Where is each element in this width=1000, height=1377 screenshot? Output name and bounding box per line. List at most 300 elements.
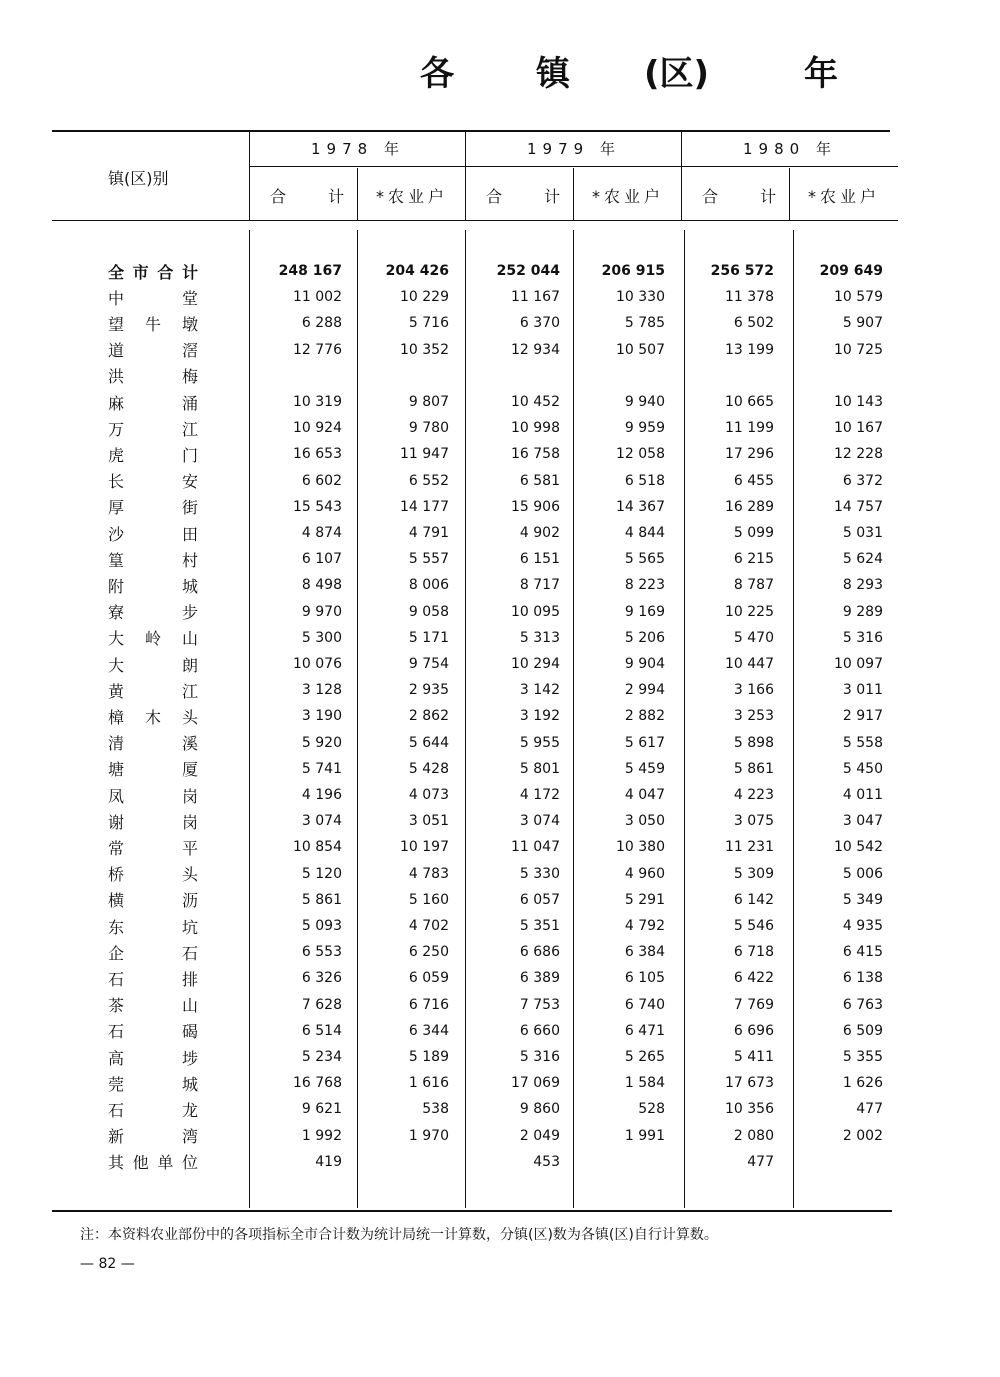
value-cell: 204 426 — [385, 263, 449, 279]
table-row — [0, 546, 1000, 572]
value-cell: 10 854 — [293, 839, 342, 856]
value-cell: 10 507 — [616, 341, 665, 358]
region-name: 附 城 — [108, 576, 198, 596]
region-name: 清 溪 — [108, 734, 198, 754]
region-name: 石 龙 — [108, 1100, 198, 1120]
value-cell: 10 225 — [725, 603, 774, 620]
value-cell: 5 349 — [842, 891, 883, 908]
value-cell: 1 970 — [408, 1127, 449, 1144]
value-cell: 3 050 — [624, 813, 665, 830]
value-cell: 4 960 — [624, 865, 665, 882]
value-cell: 12 228 — [834, 446, 883, 463]
value-cell: 5 351 — [519, 918, 560, 934]
value-cell: 5 265 — [624, 1049, 665, 1065]
table-row — [0, 992, 1000, 1018]
value-cell: 8 293 — [842, 577, 883, 594]
table-row — [0, 520, 1000, 546]
value-cell: 9 807 — [408, 394, 449, 410]
value-cell: 5 313 — [519, 629, 560, 646]
value-cell: 4 792 — [624, 918, 665, 934]
value-cell: 6 057 — [519, 891, 560, 908]
value-cell: 11 002 — [293, 289, 342, 306]
table-row — [0, 834, 1000, 860]
value-cell: 10 167 — [834, 420, 883, 437]
value-cell: 6 250 — [408, 944, 449, 961]
region-name: 石 碣 — [108, 1022, 198, 1042]
value-cell: 6 151 — [519, 551, 560, 568]
value-cell: 3 128 — [301, 682, 342, 699]
region-name: 横 沥 — [108, 891, 198, 911]
value-cell: 9 904 — [624, 656, 665, 672]
value-cell: 5 450 — [842, 760, 883, 777]
total-subheader: 合 计 — [486, 187, 561, 206]
value-cell: 4 791 — [408, 525, 449, 541]
value-cell: 3 074 — [519, 813, 560, 830]
value-cell: 16 758 — [511, 446, 560, 463]
value-cell: 5 955 — [519, 734, 560, 751]
value-cell: 10 579 — [834, 289, 883, 306]
value-cell — [783, 1149, 883, 1175]
value-cell: 5 558 — [842, 734, 883, 751]
value-cell: 16 768 — [293, 1075, 342, 1092]
value-cell: 477 — [856, 1101, 883, 1118]
region-name: 高 埗 — [108, 1048, 198, 1068]
value-cell: 1 616 — [408, 1075, 449, 1092]
value-cell: 9 780 — [408, 420, 449, 437]
value-cell: 6 105 — [624, 970, 665, 987]
table-top-rule — [52, 130, 890, 132]
year-header-1979: 1979 年 — [527, 140, 621, 158]
value-cell — [565, 363, 665, 389]
region-name: 万 江 — [108, 419, 198, 439]
region-name: 其 他 单 位 — [108, 1153, 198, 1173]
region-name: 寮 步 — [108, 603, 198, 623]
value-cell: 17 296 — [725, 446, 774, 463]
value-cell: 11 047 — [511, 839, 560, 856]
value-cell: 4 223 — [733, 787, 774, 803]
value-cell: 9 860 — [519, 1101, 560, 1118]
value-cell: 9 754 — [408, 656, 449, 672]
table-row — [0, 756, 1000, 782]
value-cell: 5 617 — [624, 734, 665, 751]
value-cell: 9 970 — [301, 603, 342, 620]
value-cell: 7 769 — [733, 996, 774, 1013]
value-cell: 5 309 — [733, 865, 774, 882]
value-cell: 14 757 — [834, 498, 883, 515]
value-cell: 6 370 — [519, 315, 560, 332]
region-name: 茶 山 — [108, 996, 198, 1016]
value-cell: 5 861 — [733, 760, 774, 777]
value-cell: 256 572 — [710, 263, 774, 279]
value-cell: 5 470 — [733, 629, 774, 646]
region-name: 麻 涌 — [108, 393, 198, 413]
region-name: 中 堂 — [108, 288, 198, 308]
value-cell: 7 628 — [301, 996, 342, 1013]
value-cell: 6 718 — [733, 944, 774, 961]
value-cell: 16 289 — [725, 498, 774, 515]
table-bottom-rule — [52, 1210, 892, 1212]
value-cell: 6 552 — [408, 472, 449, 489]
value-cell: 6 716 — [408, 996, 449, 1013]
value-cell — [242, 363, 342, 389]
value-cell: 2 882 — [624, 708, 665, 725]
value-cell: 2 002 — [842, 1127, 883, 1144]
title-char: 镇 — [536, 54, 570, 94]
value-cell: 6 502 — [733, 315, 774, 332]
value-cell: 6 344 — [408, 1022, 449, 1039]
farm-subheader: *农业户 — [375, 187, 448, 206]
region-name: 石 排 — [108, 969, 198, 989]
farm-subheader: *农业户 — [591, 187, 664, 206]
value-cell: 10 197 — [400, 839, 449, 856]
table-row — [0, 1018, 1000, 1044]
value-cell: 11 947 — [400, 446, 449, 463]
value-cell: 6 602 — [301, 472, 342, 489]
value-cell: 5 801 — [519, 760, 560, 777]
value-cell: 6 142 — [733, 891, 774, 908]
value-cell: 4 874 — [301, 525, 342, 541]
region-name: 企 石 — [108, 943, 198, 963]
value-cell: 9 058 — [408, 603, 449, 620]
table-row — [0, 284, 1000, 310]
value-cell: 3 074 — [301, 813, 342, 830]
value-cell: 6 518 — [624, 472, 665, 489]
value-cell: 10 725 — [834, 341, 883, 358]
value-cell: 6 509 — [842, 1022, 883, 1039]
region-name: 莞 城 — [108, 1074, 198, 1094]
value-cell: 5 006 — [842, 865, 883, 882]
value-cell: 209 649 — [819, 263, 883, 279]
table-row — [0, 808, 1000, 834]
value-cell: 5 099 — [733, 525, 774, 541]
region-name: 常 平 — [108, 838, 198, 858]
value-cell: 528 — [638, 1101, 665, 1118]
value-cell: 6 422 — [733, 970, 774, 987]
value-cell: 5 920 — [301, 734, 342, 751]
value-cell: 5 624 — [842, 551, 883, 568]
value-cell: 6 326 — [301, 970, 342, 987]
value-cell: 5 644 — [408, 734, 449, 751]
region-name: 全 市 合 计 — [108, 262, 198, 282]
value-cell: 10 924 — [293, 420, 342, 437]
region-column-header: 镇(区)别 — [108, 169, 169, 188]
value-cell: 419 — [315, 1153, 342, 1170]
value-cell: 9 289 — [842, 603, 883, 620]
region-name: 长 安 — [108, 472, 198, 492]
value-cell: 4 047 — [624, 787, 665, 803]
value-cell: 5 546 — [733, 918, 774, 934]
value-cell: 4 196 — [301, 787, 342, 803]
table-row — [0, 258, 1000, 284]
value-cell: 5 031 — [842, 525, 883, 541]
value-cell: 8 006 — [408, 577, 449, 594]
value-cell: 5 861 — [301, 891, 342, 908]
table-row — [0, 468, 1000, 494]
value-cell: 5 785 — [624, 315, 665, 332]
table-row — [0, 389, 1000, 415]
value-cell: 6 763 — [842, 996, 883, 1013]
value-cell: 10 542 — [834, 839, 883, 856]
table-row — [0, 1096, 1000, 1122]
table-row — [0, 1044, 1000, 1070]
table-row — [0, 1149, 1000, 1175]
table-row — [0, 415, 1000, 441]
value-cell: 14 367 — [616, 498, 665, 515]
value-cell: 5 120 — [301, 865, 342, 882]
region-name: 望 牛 墩 — [108, 314, 198, 334]
value-cell: 12 934 — [511, 341, 560, 358]
value-cell — [783, 363, 883, 389]
value-cell: 4 073 — [408, 787, 449, 803]
value-cell: 3 051 — [408, 813, 449, 830]
value-cell: 1 584 — [624, 1075, 665, 1092]
region-name: 凤 岗 — [108, 786, 198, 806]
value-cell: 6 514 — [301, 1022, 342, 1039]
value-cell: 8 223 — [624, 577, 665, 594]
value-cell: 9 621 — [301, 1101, 342, 1118]
value-cell: 3 047 — [842, 813, 883, 830]
value-cell: 3 011 — [842, 682, 883, 699]
value-cell: 5 557 — [408, 551, 449, 568]
value-cell: 10 143 — [834, 394, 883, 410]
value-cell: 3 142 — [519, 682, 560, 699]
value-cell: 6 740 — [624, 996, 665, 1013]
value-cell: 10 665 — [725, 394, 774, 410]
value-cell: 477 — [747, 1153, 774, 1170]
value-cell — [565, 1149, 665, 1175]
year-header-1980: 1980 年 — [743, 140, 837, 158]
value-cell: 10 447 — [725, 656, 774, 672]
value-cell: 15 906 — [511, 498, 560, 515]
table-row — [0, 861, 1000, 887]
table-row — [0, 651, 1000, 677]
value-cell: 5 171 — [408, 629, 449, 646]
table-row — [0, 441, 1000, 467]
value-cell: 10 330 — [616, 289, 665, 306]
table-row — [0, 913, 1000, 939]
value-cell: 12 058 — [616, 446, 665, 463]
region-name: 道 滘 — [108, 341, 198, 361]
title-char: (区) — [644, 54, 710, 94]
value-cell: 6 415 — [842, 944, 883, 961]
year-header-rule — [250, 166, 898, 167]
value-cell: 11 167 — [511, 289, 560, 306]
value-cell: 206 915 — [601, 263, 665, 279]
value-cell: 10 076 — [293, 656, 342, 672]
value-cell: 3 253 — [733, 708, 774, 725]
page-number: — 82 — — [80, 1256, 135, 1272]
value-cell: 9 959 — [624, 420, 665, 437]
title-char: 各 — [420, 54, 454, 94]
value-cell: 6 288 — [301, 315, 342, 332]
value-cell: 8 787 — [733, 577, 774, 594]
value-cell: 248 167 — [278, 263, 342, 279]
value-cell: 11 199 — [725, 420, 774, 437]
table-row — [0, 310, 1000, 336]
value-cell: 4 172 — [519, 787, 560, 803]
title-char: 年 — [804, 54, 838, 94]
value-cell: 2 994 — [624, 682, 665, 699]
value-cell: 8 498 — [301, 577, 342, 594]
value-cell: 5 330 — [519, 865, 560, 882]
table-row — [0, 730, 1000, 756]
table-row — [0, 782, 1000, 808]
value-cell: 3 075 — [733, 813, 774, 830]
region-name: 沙 田 — [108, 524, 198, 544]
table-row — [0, 494, 1000, 520]
value-cell: 10 998 — [511, 420, 560, 437]
value-cell: 6 581 — [519, 472, 560, 489]
value-cell: 6 660 — [519, 1022, 560, 1039]
value-cell: 5 160 — [408, 891, 449, 908]
table-row — [0, 703, 1000, 729]
value-cell: 6 686 — [519, 944, 560, 961]
region-name: 虎 门 — [108, 445, 198, 465]
header-bottom-rule — [52, 220, 898, 221]
value-cell: 14 177 — [400, 498, 449, 515]
region-name: 厚 街 — [108, 498, 198, 518]
value-cell: 6 455 — [733, 472, 774, 489]
value-cell — [674, 363, 774, 389]
value-cell: 11 378 — [725, 289, 774, 306]
value-cell: 6 553 — [301, 944, 342, 961]
value-cell: 10 097 — [834, 656, 883, 672]
value-cell: 1 626 — [842, 1075, 883, 1092]
value-cell: 5 093 — [301, 918, 342, 934]
value-cell: 8 717 — [519, 577, 560, 594]
value-cell: 5 206 — [624, 629, 665, 646]
value-cell: 6 138 — [842, 970, 883, 987]
value-cell: 6 384 — [624, 944, 665, 961]
value-cell: 5 907 — [842, 315, 883, 332]
table-row — [0, 887, 1000, 913]
region-name: 东 坑 — [108, 917, 198, 937]
region-name: 大 岭 山 — [108, 629, 198, 649]
table-row — [0, 625, 1000, 651]
value-cell: 10 294 — [511, 656, 560, 672]
value-cell: 5 300 — [301, 629, 342, 646]
value-cell: 2 862 — [408, 708, 449, 725]
region-name: 大 朗 — [108, 655, 198, 675]
value-cell: 5 459 — [624, 760, 665, 777]
region-name: 洪 梅 — [108, 367, 198, 387]
region-name: 桥 头 — [108, 865, 198, 885]
value-cell: 4 935 — [842, 918, 883, 934]
value-cell — [349, 363, 449, 389]
region-name: 黄 江 — [108, 681, 198, 701]
value-cell: 5 316 — [842, 629, 883, 646]
table-row — [0, 1070, 1000, 1096]
region-name: 谢 岗 — [108, 812, 198, 832]
total-subheader: 合 计 — [270, 187, 345, 206]
value-cell: 10 452 — [511, 394, 560, 410]
value-cell: 10 352 — [400, 341, 449, 358]
total-subheader: 合 计 — [702, 187, 777, 206]
value-cell: 5 355 — [842, 1049, 883, 1065]
table-row — [0, 677, 1000, 703]
value-cell: 5 898 — [733, 734, 774, 751]
value-cell: 4 011 — [842, 787, 883, 803]
value-cell: 5 428 — [408, 760, 449, 777]
value-cell: 5 291 — [624, 891, 665, 908]
value-cell: 5 189 — [408, 1049, 449, 1065]
value-cell: 6 107 — [301, 551, 342, 568]
value-cell: 3 166 — [733, 682, 774, 699]
value-cell: 10 095 — [511, 603, 560, 620]
table-row — [0, 572, 1000, 598]
value-cell: 453 — [533, 1153, 560, 1170]
footnote: 注：本资料农业部份中的各项指标全市合计数为统计局统一计算数，分镇(区)数为各镇(区)自行计算数。 — [80, 1227, 718, 1243]
value-cell: 2 917 — [842, 708, 883, 725]
value-cell: 6 372 — [842, 472, 883, 489]
value-cell: 4 902 — [519, 525, 560, 541]
value-cell: 2 049 — [519, 1127, 560, 1144]
value-cell: 5 565 — [624, 551, 665, 568]
region-name: 塘 厦 — [108, 760, 198, 780]
value-cell: 6 696 — [733, 1022, 774, 1039]
value-cell — [460, 363, 560, 389]
value-cell: 1 991 — [624, 1127, 665, 1144]
value-cell: 7 753 — [519, 996, 560, 1013]
value-cell: 10 229 — [400, 289, 449, 306]
value-cell: 1 992 — [301, 1127, 342, 1144]
value-cell: 3 190 — [301, 708, 342, 725]
table-row — [0, 599, 1000, 625]
region-name: 樟 木 头 — [108, 707, 198, 727]
value-cell: 10 356 — [725, 1101, 774, 1118]
value-cell: 6 389 — [519, 970, 560, 987]
value-cell: 9 940 — [624, 394, 665, 410]
region-name: 新 湾 — [108, 1127, 198, 1147]
value-cell: 3 192 — [519, 708, 560, 725]
value-cell: 6 059 — [408, 970, 449, 987]
value-cell: 252 044 — [496, 263, 560, 279]
value-cell: 10 380 — [616, 839, 665, 856]
value-cell: 4 844 — [624, 525, 665, 541]
value-cell — [349, 1149, 449, 1175]
value-cell: 15 543 — [293, 498, 342, 515]
table-row — [0, 965, 1000, 991]
value-cell: 12 776 — [293, 341, 342, 358]
region-name: 篁 村 — [108, 550, 198, 570]
value-cell: 2 935 — [408, 682, 449, 699]
year-header-1978: 1978 年 — [311, 140, 405, 158]
value-cell: 4 783 — [408, 865, 449, 882]
value-cell: 17 069 — [511, 1075, 560, 1092]
value-cell: 16 653 — [293, 446, 342, 463]
farm-subheader: *农业户 — [807, 187, 880, 206]
value-cell: 10 319 — [293, 394, 342, 410]
value-cell: 9 169 — [624, 603, 665, 620]
value-cell: 6 215 — [733, 551, 774, 568]
value-cell: 5 741 — [301, 760, 342, 777]
page-title — [420, 46, 840, 96]
value-cell: 4 702 — [408, 918, 449, 934]
value-cell: 5 411 — [733, 1049, 774, 1065]
value-cell: 13 199 — [725, 341, 774, 358]
value-cell: 6 471 — [624, 1022, 665, 1039]
value-cell: 5 234 — [301, 1049, 342, 1065]
value-cell: 5 716 — [408, 315, 449, 332]
value-cell: 2 080 — [733, 1127, 774, 1144]
value-cell: 538 — [422, 1101, 449, 1118]
table-row — [0, 1123, 1000, 1149]
table-row — [0, 337, 1000, 363]
value-cell: 5 316 — [519, 1049, 560, 1065]
table-row — [0, 363, 1000, 389]
value-cell: 17 673 — [725, 1075, 774, 1092]
value-cell: 11 231 — [725, 839, 774, 856]
